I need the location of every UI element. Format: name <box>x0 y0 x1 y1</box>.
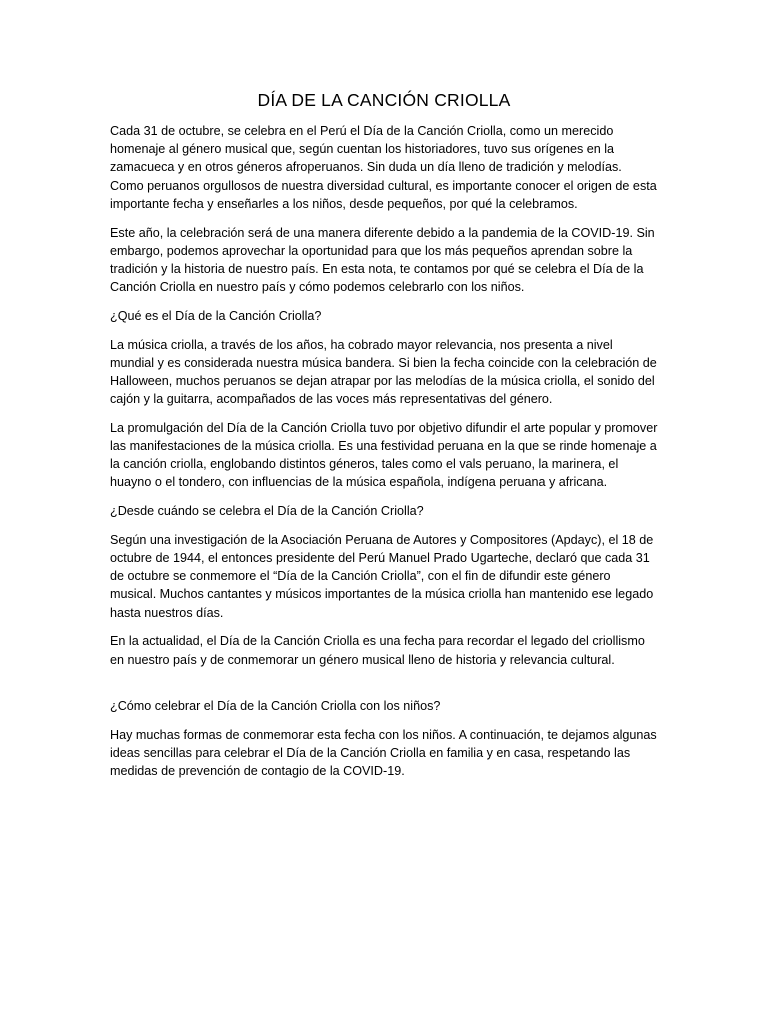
blank-line <box>110 679 658 697</box>
document-page <box>110 88 658 791</box>
document-title: DÍA DE LA CANCIÓN CRIOLLA <box>257 90 511 110</box>
paragraph-musica-criolla: La música criolla, a través de los años, ha cobrado mayor relevancia, nos presenta a nivel mundial y es considerada nuestra música bandera. Si bien la fecha coincide con la celebración de Halloween, muchos peruanos se dejan atrapar por las melodías de la música criolla, el sonido del cajón y la guitarra, acompañados de las voces más representativas del género. <box>110 337 657 407</box>
paragraph-covid: Este año, la celebración será de una manera diferente debido a la pandemia de la COVID-19. Sin embargo, podemos aprovechar la oportunidad para que los más pequeños aprendan sobre la tradición y la historia de nuestro país. En esta nota, te contamos por qué se celebra el Día de la Canción Criolla en nuestro país y cómo podemos celebrarlo con los niños. <box>110 225 655 295</box>
paragraph-apdayc: Según una investigación de la Asociación Peruana de Autores y Compositores (Apdayc), el 18 de octubre de 1944, el entonces presidente del Perú Manuel Prado Ugarteche, declaró que cada 31 de octubre se conmemore el “Día de la Canción Criolla”, con el fin de difundir este género musical. Muchos cantantes y músicos importantes de la música criolla han mantenido ese legado hasta nuestros días. <box>110 532 654 620</box>
paragraph-actualidad: En la actualidad, el Día de la Canción Criolla es una fecha para recordar el legado del criollismo en nuestro país y de conmemorar un género musical lleno de historia y relevancia cultural. <box>110 634 645 667</box>
section-heading-que-es: ¿Qué es el Día de la Canción Criolla? <box>110 308 322 323</box>
paragraph-formas: Hay muchas formas de conmemorar esta fecha con los niños. A continuación, te dejamos algunas ideas sencillas para celebrar el Día de la Canción Criolla en familia y en casa, respetando las medidas de prevención de contagio de la COVID-19. <box>110 727 657 779</box>
paragraph-intro: Cada 31 de octubre, se celebra en el Perú el Día de la Canción Criolla, como un merecido homenaje al género musical que, según cuentan los historiadores, tuvo sus orígenes en la zamacueca y en otros géneros afroperuanos. Sin duda un día lleno de tradición y melodías. Como peruanos orgullosos de nuestra diversidad cultural, es importante conocer el origen de esta importante fecha y enseñarles a los niños, desde pequeños, por qué la celebramos. <box>110 124 657 211</box>
paragraph-promulgacion: La promulgación del Día de la Canción Criolla tuvo por objetivo difundir el arte popular y promover las manifestaciones de la música criolla. Es una festividad peruana en la que se rinde homenaje a la canción criolla, englobando distintos géneros, tales como el vals peruano, la marinera, el huayno o el tondero, con influencias de la música española, indígena peruana y africana. <box>110 420 658 490</box>
section-heading-desde-cuando: ¿Desde cuándo se celebra el Día de la Canción Criolla? <box>110 504 424 519</box>
section-heading-como-celebrar: ¿Cómo celebrar el Día de la Canción Criolla con los niños? <box>110 699 441 714</box>
